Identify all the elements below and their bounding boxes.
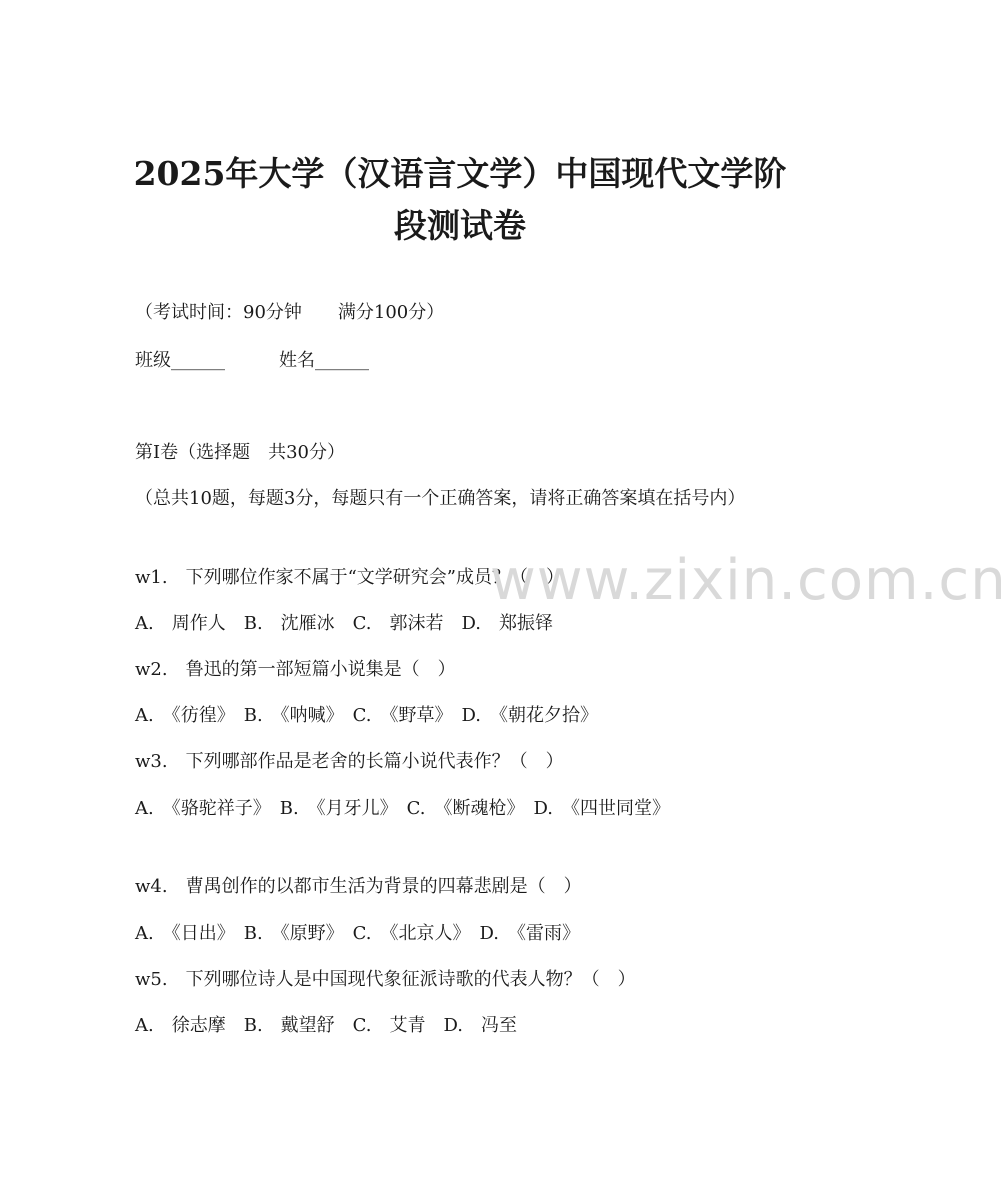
question-stem: w5. 下列哪位诗人是中国现代象征派诗歌的代表人物？（ ） <box>135 969 636 990</box>
question-options: A. 《日出》 B. 《原野》 C. 《北京人》 D. 《雷雨》 <box>135 923 581 944</box>
watermark: www.zixin.com.cn <box>490 548 1007 613</box>
section-heading: 第Ⅰ卷（选择题 共30分） <box>135 442 346 463</box>
question-options: A. 《彷徨》 B. 《呐喊》 C. 《野草》 D. 《朝花夕拾》 <box>135 705 599 726</box>
question-stem: w2. 鲁迅的第一部短篇小说集是（ ） <box>135 659 456 680</box>
question-options: A. 《骆驼祥子》 B. 《月牙儿》 C. 《断魂枪》 D. 《四世同堂》 <box>135 798 671 819</box>
class-name-fields: 班级______ 姓名______ <box>135 350 369 371</box>
exam-info: （考试时间：90分钟 满分100分） <box>135 302 445 323</box>
question-options: A. 徐志摩 B. 戴望舒 C. 艾青 D. 冯至 <box>135 1015 518 1036</box>
question-options: A. 周作人 B. 沈雁冰 C. 郭沫若 D. 郑振铎 <box>135 613 554 634</box>
exam-title: 2025年大学（汉语言文学）中国现代文学阶段测试卷 <box>133 154 787 245</box>
question-stem: w1. 下列哪位作家不属于“文学研究会”成员？（ ） <box>135 567 564 588</box>
question-stem: w3. 下列哪部作品是老舍的长篇小说代表作？（ ） <box>135 751 564 772</box>
section-instructions: （总共10题，每题3分，每题只有一个正确答案，请将正确答案填在括号内） <box>135 488 746 509</box>
question-stem: w4. 曹禺创作的以都市生活为背景的四幕悲剧是（ ） <box>135 876 582 897</box>
